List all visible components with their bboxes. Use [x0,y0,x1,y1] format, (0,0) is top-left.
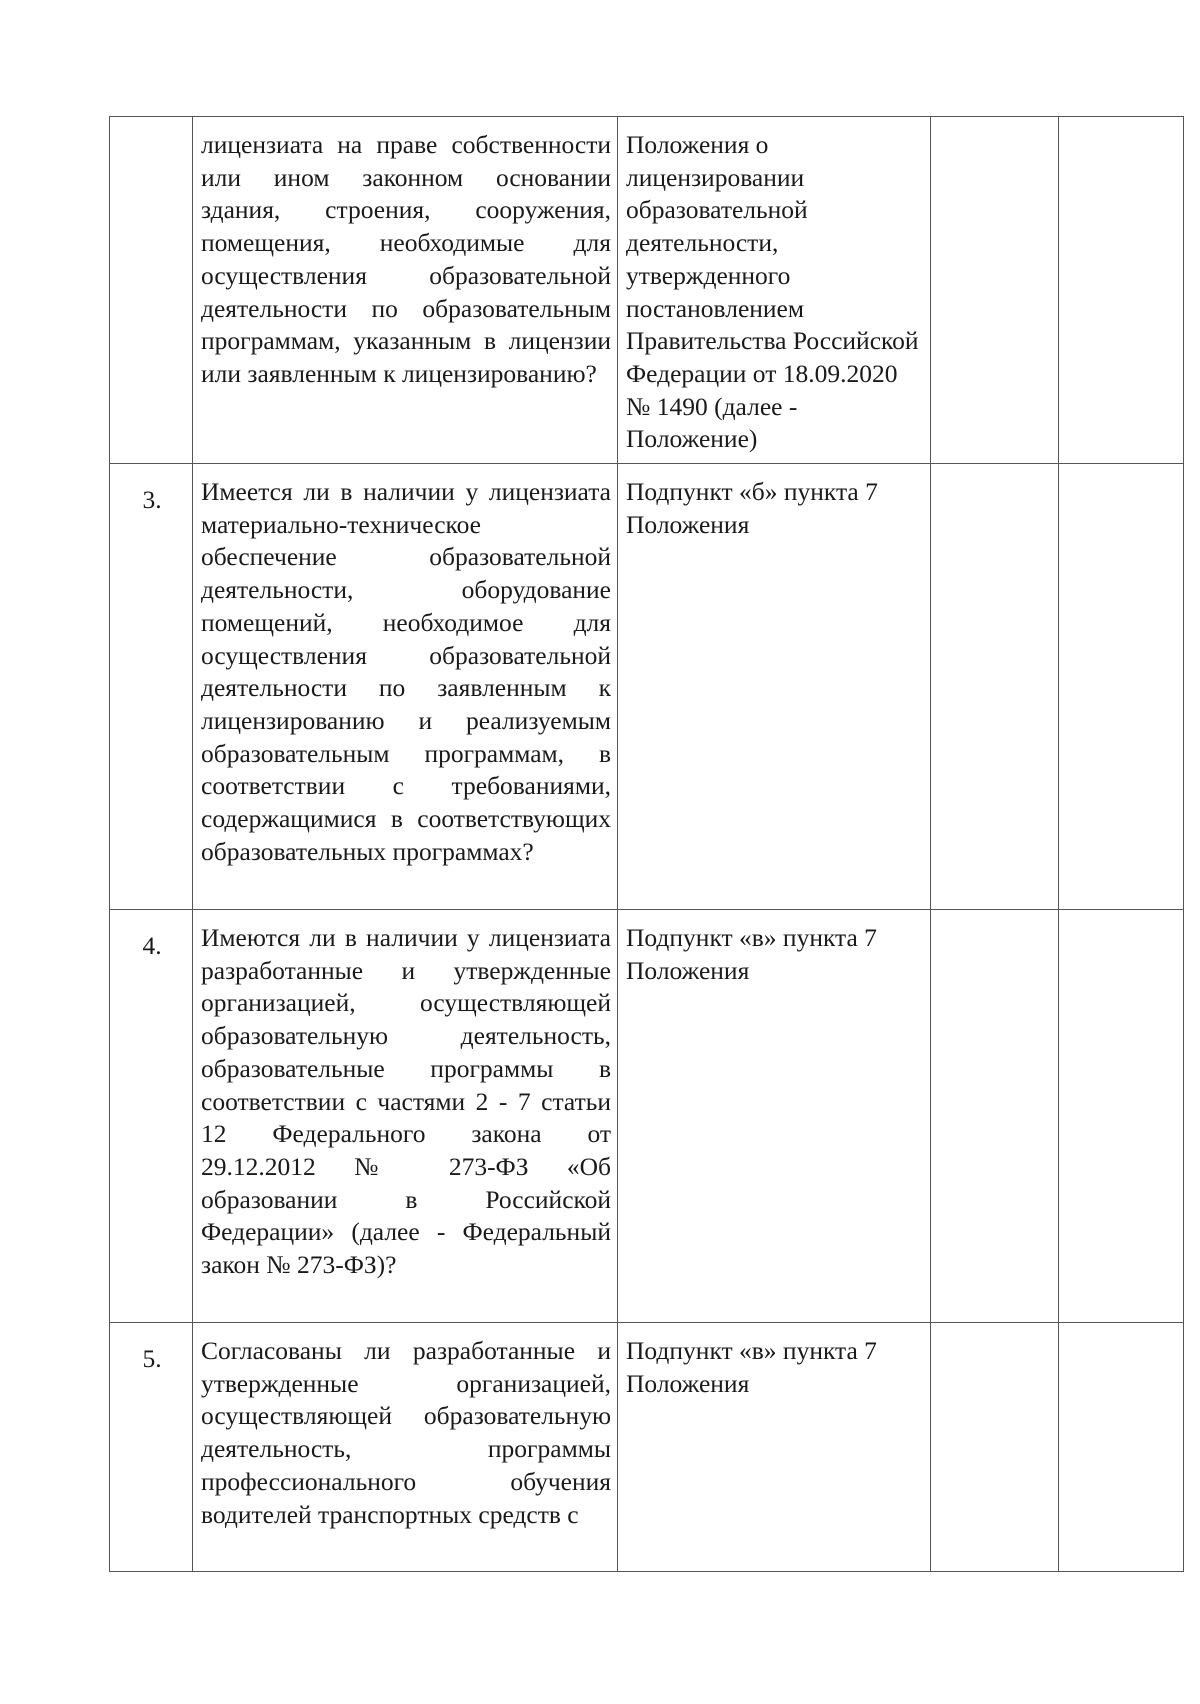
row-number: 3. [142,485,162,514]
note-cell [1059,910,1184,1323]
question-text: Согласованы ли разработанные и утвержденные организацией, осуществляющей образовательную деятельность, программы профессионального обучения водителей транспортных средств с [201,1336,611,1529]
checklist-table [109,116,1184,1572]
table-row [110,1323,1184,1572]
reference-cell [618,464,931,910]
question-text: Имеются ли в наличии у лицензиата разработанные и утвержденные организацией, осуществляющей образовательную деятельность, образовательные программы в соответствии с частями 2 - 7 статьи 12 Федерального закона от 29.12.2012 № 273-ФЗ «Об образовании в Российской Федерации» (далее - Федеральный закон № 273-ФЗ)? [201,923,611,1280]
question-text: лицензиата на праве собственности или ином законном основании здания, строения, сооружения, помещения, необходимые для осуществления образовательной деятельности по образовательным программам, указанным в лицензии или заявленным к лицензированию? [201,130,611,388]
question-cell [193,1323,618,1572]
reference-cell [618,910,931,1323]
row-number: 5. [142,1344,162,1373]
question-cell [193,910,618,1323]
question-cell [193,117,618,464]
row-number: 4. [142,931,162,960]
table-row [110,910,1184,1323]
reference-cell [618,1323,931,1572]
row-number-cell [110,464,193,910]
answer-cell [931,1323,1059,1572]
row-number [118,117,186,137]
reference-cell [618,117,931,464]
reference-text: Подпункт «б» пункта 7 Положения [626,477,878,539]
row-number-cell [110,117,193,464]
answer-cell [931,117,1059,464]
answer-cell [931,464,1059,910]
note-cell [1059,1323,1184,1572]
reference-text: Подпункт «в» пункта 7 Положения [626,923,877,985]
row-number-cell [110,910,193,1323]
note-cell [1059,464,1184,910]
reference-text: Подпункт «в» пункта 7 Положения [626,1336,877,1398]
table-row [110,117,1184,464]
row-number-cell [110,1323,193,1572]
note-cell [1059,117,1184,464]
reference-text: Положения о лицензировании образовательной деятельности, утвержденного постановлением Правительства Российской Федерации от 18.09.2020 № 1490 (далее - Положение) [626,130,919,454]
question-cell [193,464,618,910]
question-text: Имеется ли в наличии у лицензиата материально-техническое обеспечение образовательной деятельности, оборудование помещений, необходимое для осуществления образовательной деятельности по заявленным к лицензированию и реализуемым образовательным программам, в соответствии с требованиями, содержащимися в соответствующих образовательных программах? [201,477,611,866]
answer-cell [931,910,1059,1323]
table-row [110,464,1184,910]
